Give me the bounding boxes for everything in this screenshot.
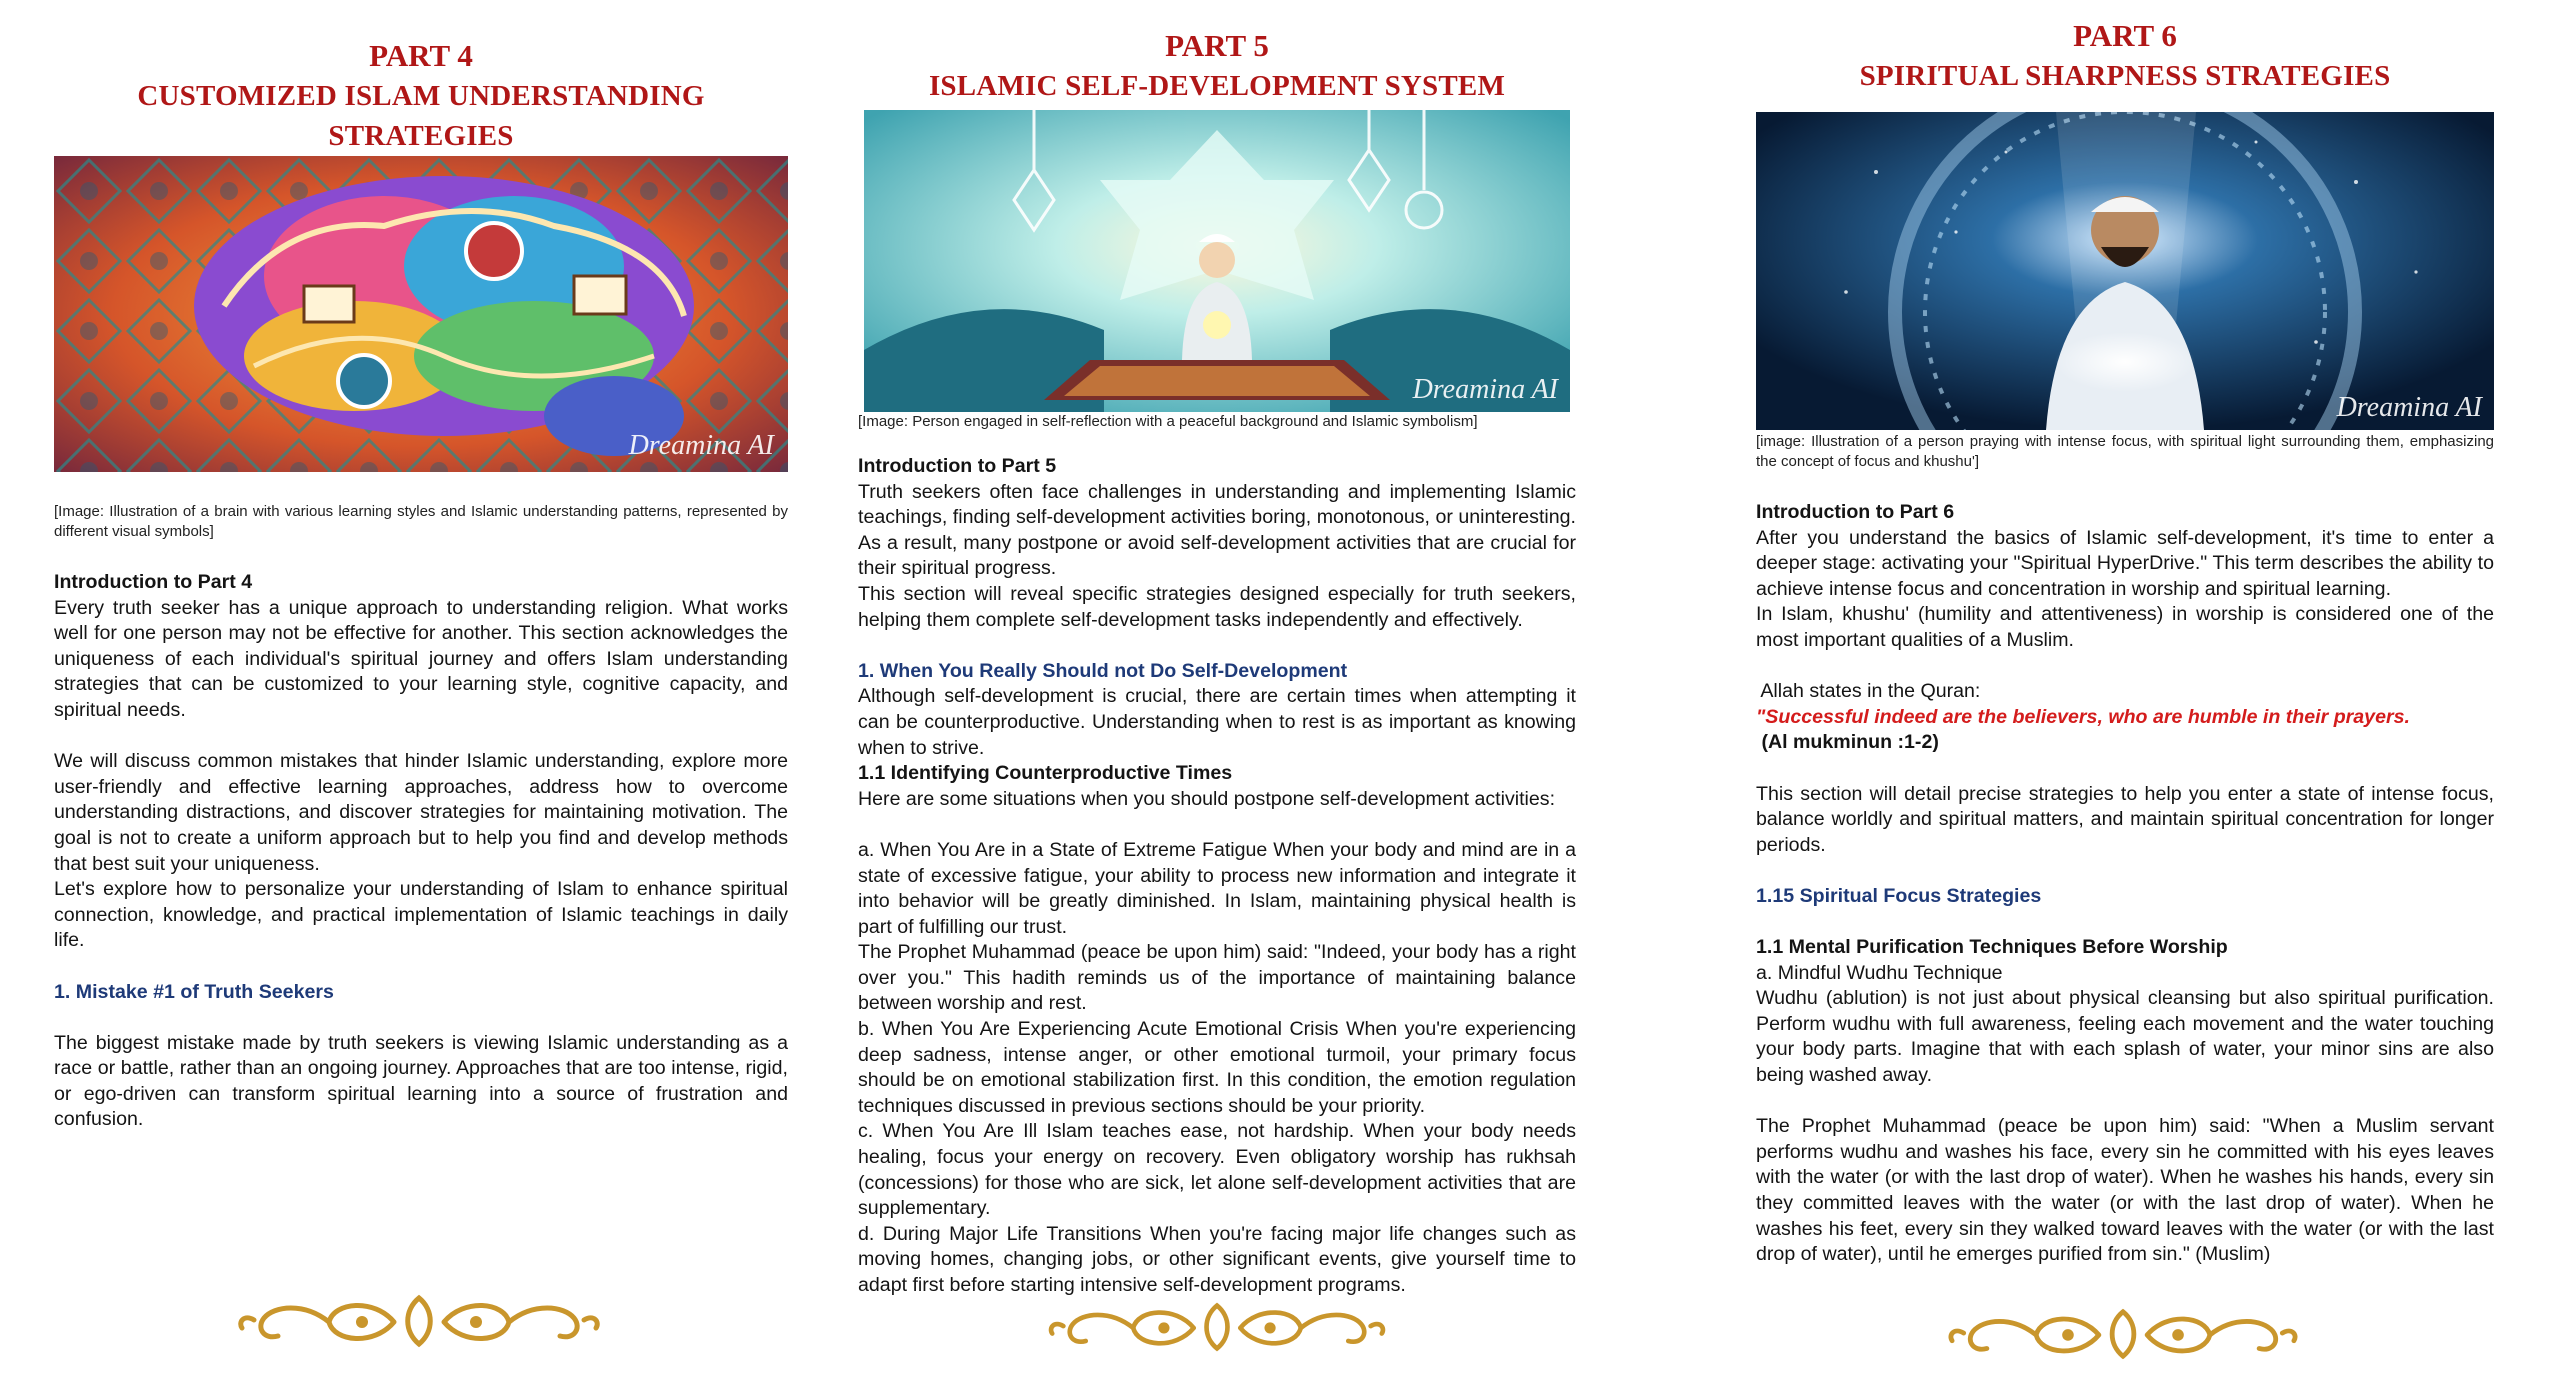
paragraph: After you understand the basics of Islamic self-development, it's time to enter a deeper stage: activating your "Spiritual HyperDrive." This term describes the ability to achieve intense focus and concentration in worship and spiritual learning. <box>1756 526 2494 600</box>
list-item: a. When You Are in a State of Extreme Fatigue When your body and mind are in a state of excessive fatigue, your ability to process new information and integrate it into behavior will be greatly diminished. In Islam, maintaining physical health is part of fulfilling our trust. <box>858 838 1576 938</box>
sub-heading: 1.1 Identifying Counterproductive Times <box>858 762 1233 785</box>
watermark-label: Dreamina AI <box>1412 374 1558 405</box>
paragraph: The Prophet Muhammad (peace be upon him) said: "When a Muslim servant performs wudhu and washes his face, every sin he committed with his eyes leaves with the water (or with the last drop of water). When he washes his hands, every sin they committed leaves with the water (or with the last drop of water). When he washes his feet, every sin they walked toward leaves with the water (or with the last drop of water), until he emerges purified from sin." (Muslim) <box>1756 1115 2494 1266</box>
self-reflection-illustration <box>864 110 1570 412</box>
intro-heading: Introduction to Part 5 <box>858 455 1057 477</box>
paragraph: Every truth seeker has a unique approach to understanding religion. What works well for one person may not be effective for another. This section acknowledges the uniqueness of each individual's spiritual journey and offers Islam understanding strategies that can be customized to your learning style, cognitive capacity, and spiritual needs. <box>54 596 788 721</box>
part-6-heading <box>1756 16 2494 96</box>
gold-ornament-icon <box>1036 1300 1398 1354</box>
watermark-label: Dreamina AI <box>628 430 774 461</box>
page-part-6 <box>1756 0 2494 1400</box>
gold-ornament-icon <box>234 1292 604 1350</box>
gold-ornament-icon <box>1938 1306 2308 1362</box>
paragraph: The biggest mistake made by truth seekers is viewing Islamic understanding as a race or battle, rather than an ongoing journey. Approaches that are too intense, rigid, or ego-driven can transform spiritual learning into a source of frustration and confusion. <box>54 1031 788 1131</box>
intro-heading: Introduction to Part 6 <box>1756 501 1955 523</box>
paragraph: We will discuss common mistakes that hinder Islamic understanding, explore more user-friendly and effective learning approaches, address how to overcome understanding distractions, and discover strategies for maintaining motivation. The goal is not to create a uniform approach but to help you find and develop methods that best suit your uniqueness. <box>54 750 788 875</box>
quran-quote: "Successful indeed are the believers, who are humble in their prayers. <box>1756 705 2410 728</box>
paragraph: Although self-development is crucial, there are certain times when attempting it can be counterproductive. Understanding when to rest is as important as knowing when to strive. <box>858 685 1576 759</box>
list-item: b. When You Are Experiencing Acute Emotional Crisis When you're experiencing deep sadness, intense anger, or other emotional turmoil, your primary focus should be on emotional stabilization first. In this condition, the emotion regulation techniques discussed in previous sections should be your priority. <box>858 1018 1576 1117</box>
part-5-number: PART 5 <box>1165 28 1269 63</box>
sub-heading: 1.1 Mental Purification Techniques Before Worship <box>1756 936 2228 959</box>
watermark-label: Dreamina AI <box>2336 392 2482 423</box>
quran-lead: Allah states in the Quran: <box>1756 680 1981 703</box>
part-5-body <box>858 454 1576 1299</box>
paragraph: Here are some situations when you should postpone self-development activities: <box>858 787 1556 810</box>
list-item: d. During Major Life Transitions When you're facing major life changes such as moving homes, changing jobs, or other significant events, give yourself time to adapt first before starting intensive self-development programs. <box>858 1222 1576 1296</box>
image-caption: [Image: Person engaged in self-reflection with a peaceful background and Islamic symbolism] <box>858 413 1478 430</box>
intro-heading: Introduction to Part 4 <box>54 571 253 593</box>
paragraph: In Islam, khushu' (humility and attentiveness) in worship is considered one of the most important qualities of a Muslim. <box>1756 603 2494 651</box>
part-5-heading <box>858 26 1576 106</box>
paragraph: The Prophet Muhammad (peace be upon him) said: "Indeed, your body has a right over you." This hadith reminds us of the importance of maintaining balance between worship and rest. <box>858 941 1576 1015</box>
part-6-number: PART 6 <box>2073 18 2177 53</box>
paragraph: This section will detail precise strategies to help you enter a state of intense focus, balance worldly and spiritual matters, and maintain spiritual concentration for longer periods. <box>1756 782 2494 856</box>
part-4-body <box>54 570 788 1133</box>
paragraph: Wudhu (ablution) is not just about physical cleansing but also spiritual purification. Perform wudhu with full awareness, feeling each movement and the water touching your body parts. Imagine that with each splash of water, your minor sins are also being washed away. <box>1756 987 2494 1087</box>
list-item: a. Mindful Wudhu Technique <box>1756 961 2003 984</box>
paragraph: Truth seekers often face challenges in understanding and implementing Islamic teachings, finding self-development activities boring, monotonous, or uninteresting. As a result, many postpone or avoid self-development activities that are crucial for their spiritual progress. <box>858 480 1576 580</box>
part-4-title: CUSTOMIZED ISLAM UNDERSTANDING STRATEGIES <box>137 80 705 152</box>
brain-illustration <box>54 156 788 472</box>
part-6-title: SPIRITUAL SHARPNESS STRATEGIES <box>1859 60 2391 92</box>
list-item: c. When You Are Ill Islam teaches ease, not hardship. When your body needs healing, focus your energy on recovery. Even obligatory worship has rukhsah (concessions) for those who are sick, let alone self-development activities that are supplementary. <box>858 1120 1576 1220</box>
prayer-illustration <box>1756 112 2494 430</box>
page-part-4 <box>54 0 788 1400</box>
part-4-number: PART 4 <box>369 38 473 73</box>
paragraph: This section will reveal specific strategies designed especially for truth seekers, helping them complete self-development tasks independently and effectively. <box>858 582 1576 631</box>
section-heading: 1. Mistake #1 of Truth Seekers <box>54 980 334 1003</box>
page-part-5 <box>858 0 1576 1400</box>
image-caption: [Image: Illustration of a brain with various learning styles and Islamic understanding patterns, represented by different visual symbols] <box>54 503 788 540</box>
part-5-title: ISLAMIC SELF-DEVELOPMENT SYSTEM <box>928 70 1506 102</box>
paragraph: Let's explore how to personalize your understanding of Islam to enhance spiritual connection, knowledge, and practical implementation of Islamic teachings in daily life. <box>54 878 788 952</box>
part-6-body <box>1756 500 2494 1268</box>
quran-reference: (Al mukminun :1-2) <box>1756 731 1939 754</box>
section-heading: 1. When You Really Should not Do Self-Development <box>858 659 1348 682</box>
part-4-heading <box>54 36 788 156</box>
section-heading: 1.15 Spiritual Focus Strategies <box>1756 884 2042 907</box>
image-caption: [image: Illustration of a person praying with intense focus, with spiritual light surrounding them, emphasizing the concept of focus and khushu'] <box>1756 433 2494 470</box>
